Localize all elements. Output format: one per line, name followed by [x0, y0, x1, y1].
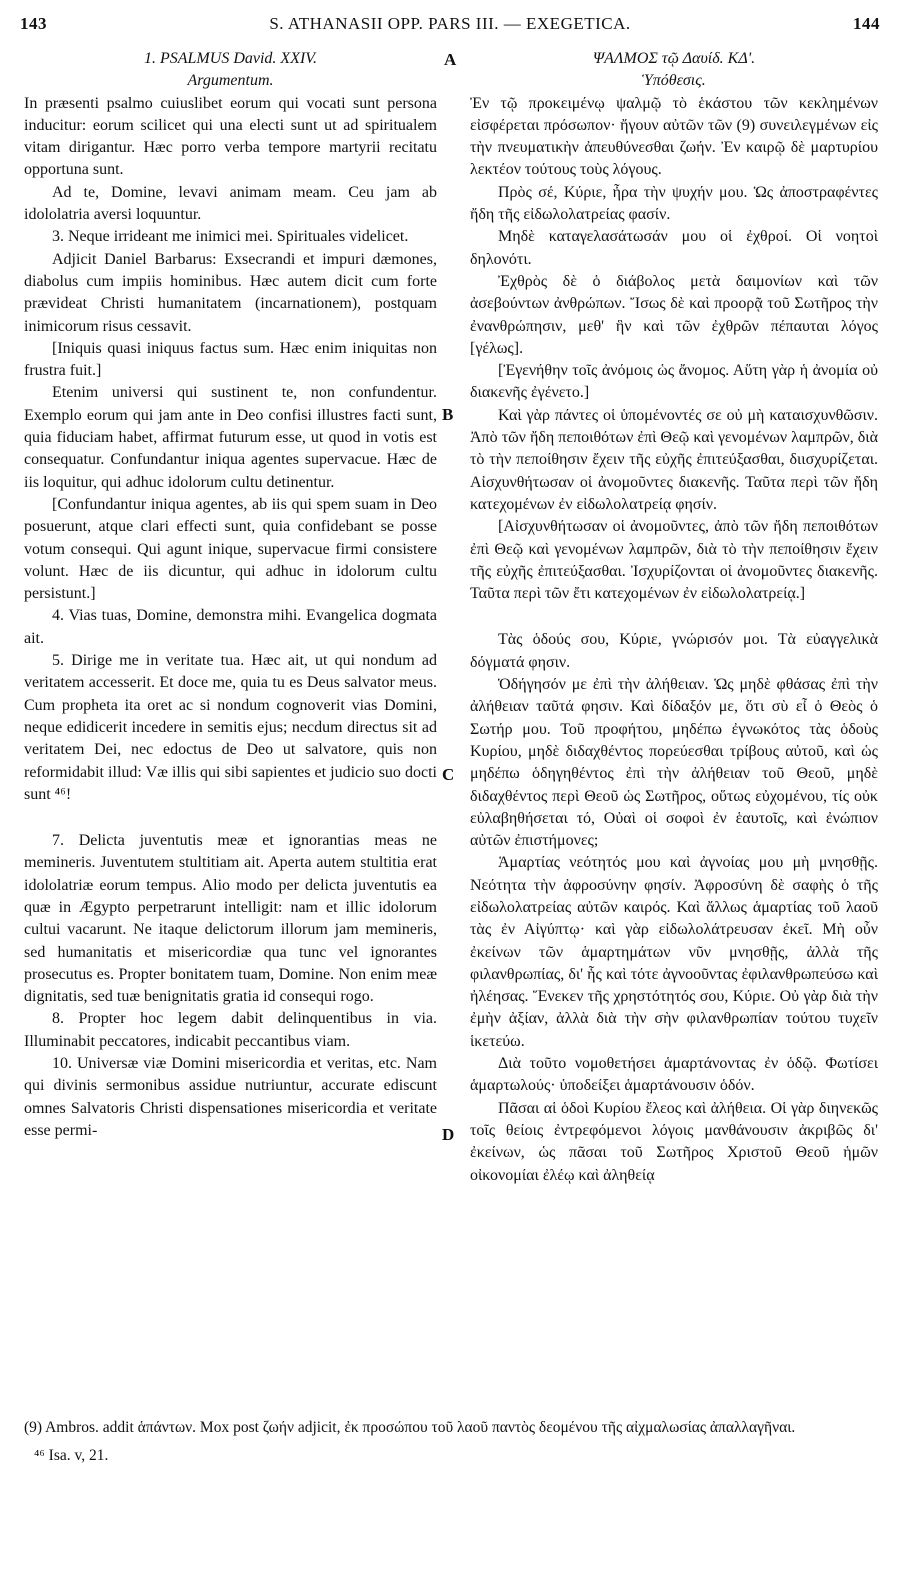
greek-paragraph: Ὁδήγησόν με ἐπὶ τὴν ἀλήθειαν. Ὡς μηδὲ φθάσας ἐπὶ τὴν ἀλήθειαν ταῦτά φησιν. Καὶ δίδαξόν με, ὅτι σὺ εἶ ὁ Θεὸς ὁ Σωτήρ μου. Τοῦ προφήτου, μηδέπω ἐγνωκότος τὰς ὁδοὺς Κυρίου, μηδὲ διδαχθέντος πορεύεσθαι τρίβους αὐτοῦ, καὶ ὡς μηδέπω ὁδηγηθέντος ἐπὶ τὴν ἀλήθειαν τοῦ Θεοῦ, μηδὲ διδαχθέντος περὶ Θεοῦ ὡς Σωτῆρος, οὕτως εὐχομένου, τίς οὐκ εὐλαβηθήσεται τό, Οὐαὶ οἱ σοφοὶ ἐν ἑαυτοῖς, καὶ ἐνώπιον αὐτῶν ἐπιστήμονες;: [470, 676, 878, 850]
running-header: [20, 14, 880, 40]
greek-column: [470, 48, 878, 1187]
greek-paragraph: [Ἐγενήθην τοῖς ἀνόμοις ὡς ἄνομος. Αὕτη γὰρ ἡ ἀνομία οὐ διακενῆς ἐγένετο.]: [470, 362, 878, 402]
latin-paragraph: 5. Dirige me in veritate tua. Hæc ait, ut qui nondum ad veritatem accesserit. Et doce me, quia tu es Deus salvator meus. Cum propheta ita oret ac si nondum cognoverit vias Domini, neque edidicerit incedere in semitis ejus; necdum directus sit ad veritatem Dei, nec edoctus de Deo ut salvatore, quis non reformidabit illud: Væ illis qui sibi sapientes et judicio suo docti sunt ⁴⁶!: [24, 652, 437, 803]
latin-paragraph: In præsenti psalmo cuiuslibet eorum qui vocati sunt persona inducitur: eorum scilicet qui una electi sunt ut ad spiritualem vitam dirigantur. Hæc porro verba tempore martyrii recitatu opportuna sunt.: [24, 94, 437, 179]
greek-paragraph: Πᾶσαι αἱ ὁδοὶ Κυρίου ἔλεος καὶ ἀλήθεια. Οἱ γὰρ διηνεκῶς τοῖς θείοις ἐντρεφόμενοι λόγοις μανθάνουσιν ἀκριβῶς δι' ἐκείνων, ὡς πᾶσαι τοῦ Σωτῆρος Χριστοῦ Θεοῦ ἡμῶν οἰκονομίαι ἐλέῳ καὶ ἀληθείᾳ: [470, 1099, 878, 1184]
latin-paragraph: 7. Delicta juventutis meæ et ignorantias meas ne memineris. Juventutem stultitiam ait. Aperta autem stultitia erat idololatriæ eorum tempus. Alio modo per delicta juventutis ea quæ in Ægypto perpetrarunt intelligit: nam et illic idolorum cultui vacarunt. Ne itaque delictorum illorum jam memineris, sed humanitatis et misericordiæ qua tunc vel ignorantes prosecutus es. Propter bonitatem tuam, Domine. Non enim meæ dignitatis, sed tuæ benignitatis gratia id consequi rogo.: [24, 832, 437, 1006]
latin-column: [24, 48, 437, 1142]
margin-marker-d: D: [442, 1125, 455, 1144]
greek-paragraph: Τὰς ὁδούς σου, Κύριε, γνώρισόν μοι. Τὰ εὐαγγελικὰ δόγματά φησιν.: [470, 631, 878, 671]
latin-paragraph: [Iniquis quasi iniquus factus sum. Hæc enim iniquitas non frustra fuit.]: [24, 339, 437, 380]
greek-paragraph: Πρὸς σέ, Κύριε, ἦρα τὴν ψυχήν μου. Ὡς ἀποστραφέντες ἤδη τῆς εἰδωλολατρείας φασίν.: [470, 183, 878, 224]
footnotes: [24, 1418, 879, 1466]
latin-paragraph: Ad te, Domine, levavi animam meam. Ceu jam ab idololatria aversi loquuntur.: [24, 183, 437, 224]
greek-subheading: Ὑπόθεσις.: [642, 72, 706, 90]
greek-paragraph: Διὰ τοῦτο νομοθετήσει ἁμαρτάνοντας ἐν ὁδῷ. Φωτίσει ἁμαρτωλούς· ὑποδείξει ἁμαρτάνουσιν ὁδόν.: [470, 1055, 878, 1095]
latin-paragraph: [Confundantur iniqua agentes, ab iis qui spem suam in Deo posuerunt, atque clari effecti sunt, quia confidebant se posse votum consequi. Qui agunt inique, supervacue firmi consistere volunt. Hæc de iis dicuntur, qui adhuc in idolorum cultu persistunt.]: [24, 495, 437, 603]
margin-marker-a: A: [444, 50, 457, 69]
latin-paragraph: 8. Propter hoc legem dabit delinquentibus in via. Illuminabit peccatores, indicabit peccantibus viam.: [24, 1010, 437, 1050]
latin-heading: 1. PSALMUS David. XXIV.: [143, 50, 317, 67]
latin-paragraph: Etenim universi qui sustinent te, non confundentur. Exemplo eorum qui jam ante in Deo confisi illustres facti sunt, quia fiduciam habet, affirmat futurum esse, ut quod in votis est consequatur. Confundantur iniqua agentes supervacue. Hæc de iis loquitur, qui adhuc idolorum cultu detinentur.: [24, 384, 437, 491]
greek-paragraph: Ἐχθρὸς δὲ ὁ διάβολος μετὰ δαιμονίων καὶ τῶν ἀσεβούντων ἀνθρώπων. Ἴσως δὲ καὶ προορᾷ τοῦ Σωτῆρος τὴν ἐνανθρώπησιν, μεθ' ἣν καὶ τῶν ἐχθρῶν πέπαυται λόγος [γέλως].: [470, 272, 878, 357]
greek-paragraph: Καὶ γὰρ πάντες οἱ ὑπομένοντές σε οὐ μὴ καταισχυνθῶσιν. Ἀπὸ τῶν ἤδη πεποιθότων ἐπὶ Θεῷ καὶ γενομένων λαμπρῶν, διὰ τὸ τὴν πεποίθησιν ἔχειν τῆς εὐχῆς ἐπιτεύξασθαι, διισχυρίζεται. Αἰσχυνθήτωσαν οἱ ἀνομοῦντες διακενῆς. Ταῦτα περὶ τῶν ἤδη κατεχομένων ἐν εἰδωλολατρείᾳ φησίν.: [470, 406, 878, 513]
page-number-right: 144: [853, 14, 880, 33]
margin-marker-b: B: [442, 405, 454, 424]
greek-heading: ΨΑΛΜΟΣ τῷ Δαυίδ. ΚΔ'.: [592, 50, 756, 67]
latin-subheading: Argumentum.: [187, 72, 274, 90]
running-title: S. ATHANASII OPP. PARS III. — EXEGETICA.: [269, 14, 631, 33]
footnote-9: (9) Ambros. addit ἁπάντων. Mox post ζωήν adjicit, ἐκ προσώπου τοῦ λαοῦ παντὸς δεομένου τῆς αἰχμαλωσίας ἀπαλλαγῆναι.: [24, 1419, 796, 1436]
latin-paragraph: 10. Universæ viæ Domini misericordia et veritas, etc. Nam qui divinis sermonibus assidue nutriuntur, accurate ediscunt omnes Salvatoris Christi dispensationes misericordia et veritate esse permi-: [24, 1055, 437, 1139]
footnote-46: ⁴⁶ Isa. v, 21.: [34, 1447, 109, 1464]
latin-paragraph: 3. Neque irrideant me inimici mei. Spirituales videlicet.: [52, 228, 409, 246]
greek-paragraph: [Αἰσχυνθήτωσαν οἱ ἀνομοῦντες, ἀπὸ τῶν ἤδη πεποιθότων ἐπὶ Θεῷ καὶ γενομένων λαμπρῶν, διὰ τὸ τὴν πεποίθησιν ἔχειν τῆς εὐχῆς ἐπιτεύξασθαι. Ἰσχυρίζονται οἱ ἀνομοῦντες διακενῆς. Ταῦτα περὶ τῶν ἔτι κατεχομένων ἐν εἰδωλολατρείᾳ.]: [470, 518, 878, 603]
spacer: [470, 605, 878, 629]
greek-paragraph: Ἁμαρτίας νεότητός μου καὶ ἀγνοίας μου μὴ μνησθῇς. Νεότητα τὴν ἀφροσύνην φησίν. Ἀφροσύνη δὲ σαφὴς ὁ τῆς εἰδωλολατρείας αὐτῶν καιρός. Καὶ ἄλλως ἁμαρτίας τοῦ λαοῦ τὰς ἐν Αἰγύπτῳ· καὶ γὰρ εἰδωλολάτρευσαν ἐκεῖ. Μὴ οὖν ἐκείνων τῶν ἁμαρτημάτων νῦν μνησθῇς, ἀλλὰ τῆς φιλανθρωπίας, δι' ἧς καὶ τότε ἀγνοοῦντας ἐφιλανθρωπεύσω καὶ ἠλέησας. Ἕνεκεν τῆς χρηστότητός σου, Κύριε. Οὐ γὰρ διὰ τὴν ἐμὴν ἀξίαν, ἀλλὰ διὰ τὴν σὴν φιλανθρωπίαν τούτου τυχεῖν ἱκετεύω.: [470, 854, 878, 1050]
greek-paragraph: Ἐν τῷ προκειμένῳ ψαλμῷ τὸ ἑκάστου τῶν κεκλημένων εἰσφέρεται πρόσωπον· ἤγουν αὐτῶν τῶν (9) συνειλεγμένων εἰς τὴν πνευματικὴν ἀπευθύνεσθαι ζωήν. Ἐν καιρῷ δὲ μαρτυρίου λεκτέον τούτους τοὺς λόγους.: [470, 94, 878, 179]
margin-marker-c: C: [442, 765, 455, 784]
latin-paragraph: Adjicit Daniel Barbarus: Exsecrandi et impuri dæmones, diabolus cum impiis hominibus. Hæc autem dicit cum forte prævideat Christi humanitatem (incarnationem), postquam inimicorum risus cessavit.: [24, 250, 437, 335]
greek-paragraph: Μηδὲ καταγελασάτωσάν μου οἱ ἐχθροί. Οἱ νοητοὶ δηλονότι.: [470, 228, 878, 268]
latin-paragraph: 4. Vias tuas, Domine, demonstra mihi. Evangelica dogmata ait.: [24, 607, 437, 647]
spacer: [24, 806, 437, 830]
page-number-left: 143: [20, 14, 47, 33]
